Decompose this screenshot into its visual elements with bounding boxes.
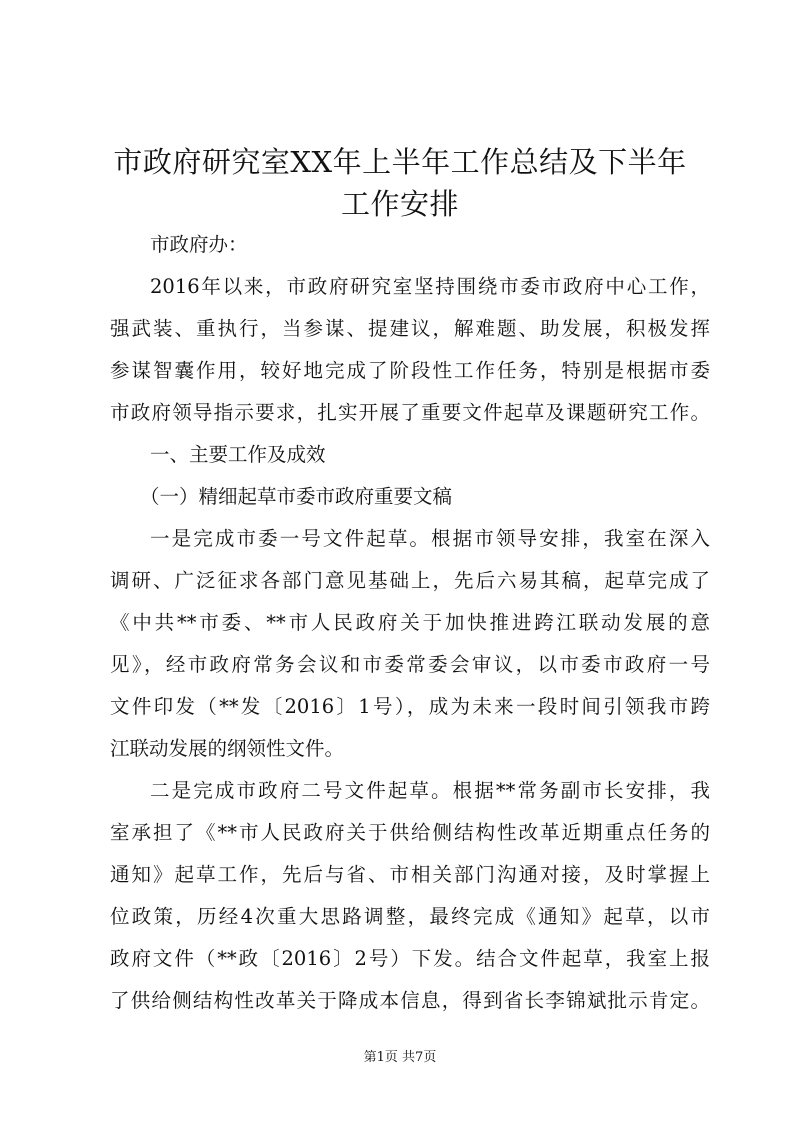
paragraph-line: 强武装、重执行，当参谋、提建议，解难题、助发展，积极发挥 xyxy=(110,317,710,340)
paragraph-line: 室承担了《**市人民政府关于供给侧结构性改革近期重点任务的 xyxy=(110,821,710,844)
document-title-line-1: 市政府研究室XX年上半年工作总结及下半年 xyxy=(113,145,687,179)
page-number-footer: 第1页 共7页 xyxy=(363,1050,437,1065)
document-title-line-2: 工作安排 xyxy=(340,187,459,221)
paragraph-line: 位政策，历经4次重大思路调整，最终完成《通知》起草，以市 xyxy=(110,905,710,928)
paragraph-line: 政府文件（**政〔2016〕2号）下发。结合文件起草，我室上报 xyxy=(110,947,710,970)
paragraph-line: 调研、广泛征求各部门意见基础上，先后六易其稿，起草完成了 xyxy=(110,569,710,592)
salutation: 市政府办： xyxy=(150,233,248,256)
section-heading: 一、主要工作及成效 xyxy=(150,443,326,466)
paragraph-line: 一是完成市委一号文件起草。根据市领导安排，我室在深入 xyxy=(150,527,710,550)
paragraph-line: 了供给侧结构性改革关于降成本信息，得到省长李锦斌批示肯定。 xyxy=(110,989,710,1012)
paragraph-line: 参谋智囊作用，较好地完成了阶段性工作任务，特别是根据市委 xyxy=(110,359,710,382)
paragraph-line: 江联动发展的纲领性文件。 xyxy=(110,737,345,760)
paragraph-line: 市政府领导指示要求，扎实开展了重要文件起草及课题研究工作。 xyxy=(110,401,710,424)
paragraph-line: 2016年以来，市政府研究室坚持围绕市委市政府中心工作， xyxy=(150,275,710,298)
subsection-heading: （一）精细起草市委市政府重要文稿 xyxy=(140,485,453,508)
paragraph-line: 《中共**市委、**市人民政府关于加快推进跨江联动发展的意 xyxy=(110,611,710,634)
paragraph-line: 通知》起草工作，先后与省、市相关部门沟通对接，及时掌握上 xyxy=(110,863,710,886)
paragraph-line: 二是完成市政府二号文件起草。根据**常务副市长安排，我 xyxy=(150,779,710,802)
paragraph-line: 文件印发（**发〔2016〕1号），成为未来一段时间引领我市跨 xyxy=(110,695,710,718)
paragraph-line: 见》，经市政府常务会议和市委常委会审议，以市委市政府一号 xyxy=(110,653,710,676)
